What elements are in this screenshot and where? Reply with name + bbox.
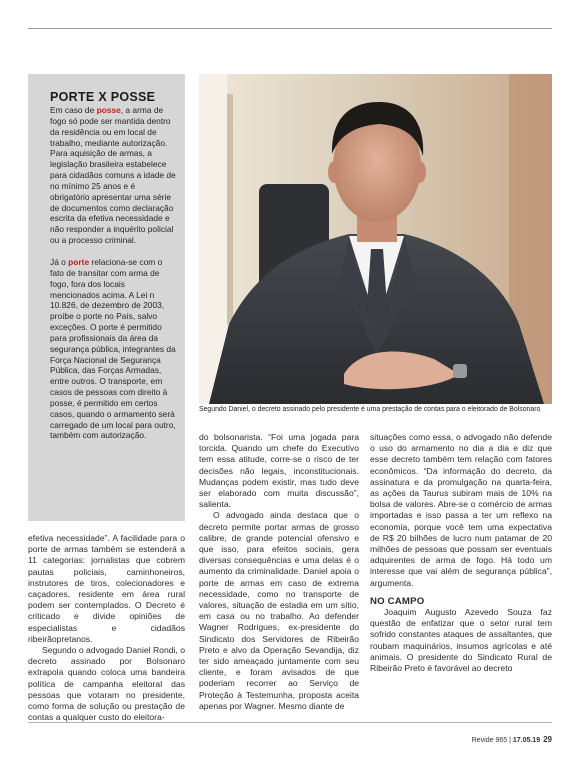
- column-1-paragraph-2: Segundo o advogado Daniel Rondi, o decreto assinado por Bolsonaro extrapola quando coloca uma bandeira política de campanha eleitoral das pessoas que votaram no presidente, como forma de solução ou prestação de contas a qualquer custo do eleitora-: [28, 645, 185, 723]
- sidebar-box-porte-x-posse: [28, 74, 185, 521]
- top-rule: [28, 28, 552, 29]
- bottom-rule: [28, 722, 552, 723]
- body-column-3: [370, 432, 552, 674]
- column-1-paragraph-1: efetiva necessidade”. A facilidade para o porte de armas também se estenderá a 11 categorias: jornalistas que cobrem pautas policiais, caminhoneiros, instrutores de tiros, colecionadores e caçadores, residente em área rural podem ser contemplados. O Decreto é criticado e divide opiniões de especialistas e cidadãos ribeirãopretanos.: [28, 533, 185, 644]
- page-number: 29: [543, 735, 552, 744]
- sidebar-title: PORTE X POSSE: [50, 90, 156, 104]
- body-column-2: [199, 432, 359, 712]
- sidebar-paragraph-porte: Já o porte relaciona-se com o fato de transitar com arma de fogo, fora dos locais mencionados acima. A Lei n 10.826, de dezembro de 2003, proíbe o porte no País, salvo exceções. O porte é permitido para profissionais da área da segurança pública, integrantes da Força Nacional de Segurança Pública, das Forças Armadas, entre outros. O transporte, em casos de pessoas com direito à posse, é permitido em certos casos, quando o armamento será carregado de um local para outro, também com autorização.: [50, 256, 176, 441]
- page-footer: Revide 965 | 17.05.19 29: [471, 735, 552, 744]
- portrait-illustration: [199, 74, 552, 404]
- column-2-paragraph-1: do bolsonarista. “Foi uma jogada para torcida. Quando um chefe do Executivo tem essa atitude, corre-se o risco de ter decisões não legais, inconstitucionais. Mudanças podem existir, mas tudo deve ser elaborado com muita discussão”, salienta.: [199, 432, 359, 510]
- magazine-issue: Revide 965: [471, 737, 508, 744]
- body-column-1: [28, 533, 185, 723]
- sidebar-paragraph-posse: Em caso de posse, a arma de fogo só pode ser mantida dentro da residência ou em local de trabalho, mediante autorização. Para aquisição de armas, a legislação brasileira estabelece para cidadãos comuns a idade de no mínimo 25 anos e é obrigatório apresentar uma série de documentos como declaração escrita da efetiva necessidade e não responder a inquérito policial ou a processo criminal.: [50, 105, 176, 246]
- column-2-paragraph-2: O advogado ainda destaca que o decreto permite portar armas de grosso calibre, de grande potencial ofensivo e que isso, para efeitos sociais, gera diversas consequências e uma delas é o aumento da criminalidade. Daniel apoia o porte de armas em caso de extrema necessidade, como no transporte de valores, situação de estadia em um sítio, em casa ou no trabalho. Ao defender Wagner Rodrigues, ex-presidente do Sindicato dos Servidores de Ribeirão Preto e alvo da Operação Sevandija, diz ter sido ameaçado juntamente com seu cliente, e foram avisados de que poderiam recorrer ao Serviço de Proteção à Testemunha, proposta aceita apenas por Wagner. Mesmo diante de: [199, 510, 359, 711]
- section-heading-no-campo: NO CAMPO: [370, 595, 425, 607]
- issue-date: 17.05.19: [512, 737, 541, 744]
- column-3-paragraph-2: Joaquim Augusto Azevedo Souza faz questão de enfatizar que o setor rural tem sofrido constantes ataques de assaltantes, que roubam maquinários, insumos agrícolas e até animais. O presidente do Sindicato Rural de Ribeirão Preto é favorável ao decreto: [370, 607, 552, 674]
- highlight-posse: posse: [96, 105, 121, 115]
- column-3-paragraph-1: situações como essa, o advogado não defende o uso do armamento no dia a dia e diz que esse decreto também tem relação com fatores econômicos. “Da informação do decreto, da assinatura e da promulgação na quarta-feira, as ações da Taurus subiram mais de 10% na bolsa de valores. Abre-se o comércio de armas importadas e isso passa a ter um reflexo na economia, porque você tem uma expectativa de R$ 20 bilhões de lucro num patamar de 20 milhões de pessoas que possam ser eventuais adquirentes de arma de fogo. Há todo um interesse que vai além de segurança pública”, argumenta.: [370, 432, 552, 588]
- photo-caption: Segundo Daniel, o decreto assinado pelo presidente é uma prestação de contas para o eleitorado de Bolsonaro: [199, 406, 541, 413]
- portrait-photo: [199, 74, 552, 404]
- highlight-porte: porte: [68, 256, 90, 267]
